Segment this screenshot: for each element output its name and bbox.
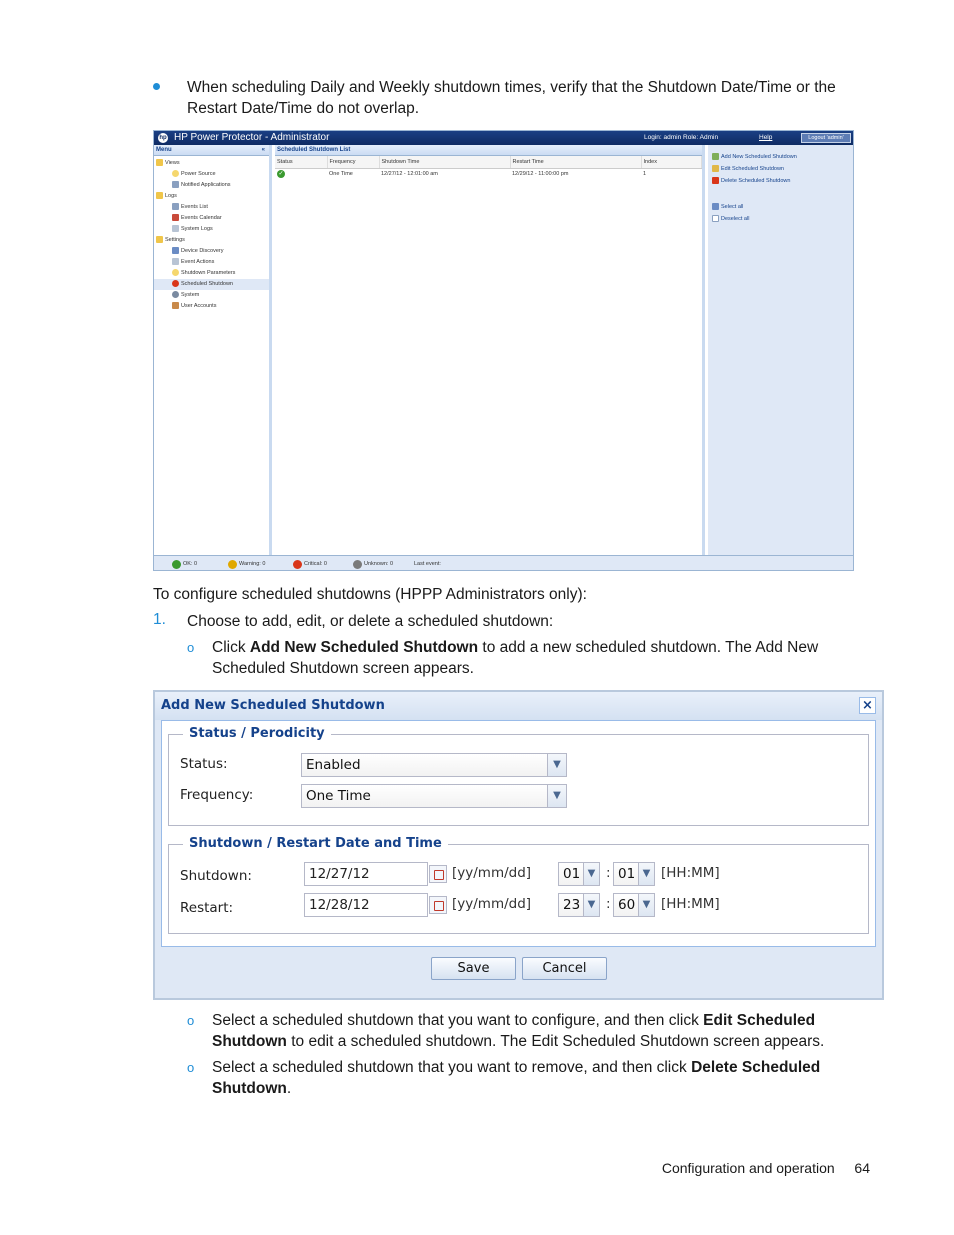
sub-delete-text: Select a scheduled shutdown that you want to remove, and then click Delete Scheduled Shutdown. [212, 1059, 821, 1097]
tree-item-system[interactable]: System [154, 290, 269, 301]
tree-item-scheduled-shutdown[interactable]: Scheduled Shutdown [154, 279, 269, 290]
list-title: Scheduled Shutdown List [275, 145, 702, 156]
status-unknown: Unknown: 0 [353, 559, 393, 570]
tree-item-device-discovery[interactable]: Device Discovery [154, 246, 269, 257]
chevron-down-icon[interactable]: ▼ [547, 785, 566, 807]
unknown-icon [353, 560, 362, 569]
date-time-legend: Shutdown / Restart Date and Time [183, 836, 448, 851]
delete-scheduled-shutdown-term: Delete Scheduled Shutdown [212, 1059, 821, 1097]
footer-section: Configuration and operation [661, 1160, 835, 1176]
time-separator: : [606, 896, 611, 912]
status-bar [154, 555, 853, 571]
footer [662, 1158, 870, 1179]
restart-minute-select[interactable]: 60 ▼ [613, 893, 655, 917]
status-periodicity-legend: Status / Perodicity [183, 726, 331, 741]
tree-item-user-accounts[interactable]: User Accounts [154, 301, 269, 312]
app-titlebar [154, 131, 853, 145]
menu-header [154, 145, 269, 156]
checkbox-empty-icon [712, 215, 719, 222]
edit-scheduled-shutdown-term: Edit Scheduled Shutdown [212, 1012, 816, 1050]
folder-icon [156, 159, 163, 166]
configure-intro: To configure scheduled shutdowns (HPPP Administrators only): [153, 586, 587, 603]
step-text: Choose to add, edit, or delete a scheduled shutdown: [187, 613, 554, 630]
intro-bullet-text: When scheduling Daily and Weekly shutdown times, verify that the Shutdown Date/Time or the Restart Date/Time do not overlap. [187, 79, 836, 117]
status-warning: Warning: 0 [228, 559, 265, 570]
status-critical: Critical: 0 [293, 559, 327, 570]
sub-bullet-marker: o [187, 640, 195, 655]
warning-icon [228, 560, 237, 569]
ok-icon [172, 560, 181, 569]
dialog-body [161, 720, 876, 947]
delete-scheduled-shutdown-link[interactable]: Delete Scheduled Shutdown [712, 175, 851, 187]
delete-icon [712, 177, 719, 184]
add-scheduled-shutdown-dialog [153, 690, 884, 1000]
app-title: HP Power Protector - Administrator [174, 132, 330, 143]
shutdown-label: Shutdown: [180, 868, 252, 884]
dialog-header [155, 692, 882, 720]
frequency-select[interactable]: One Time ▼ [301, 784, 567, 808]
menu-tree [154, 156, 269, 312]
user-icon [172, 302, 179, 309]
save-button[interactable]: Save [431, 957, 516, 980]
row-index: 1 [643, 171, 647, 178]
check-icon: ✓ [278, 171, 284, 178]
select-all-link[interactable]: Select all [712, 201, 851, 213]
row-frequency: One Time [329, 171, 353, 178]
row-shutdown-time: 12/27/12 - 12:01:00 am [381, 171, 438, 178]
row-restart-time: 12/29/12 - 11:00:00 pm [512, 171, 569, 178]
sub-bullet-marker: o [187, 1013, 195, 1028]
bulb-icon [172, 170, 179, 177]
critical-icon [293, 560, 302, 569]
search-icon [172, 247, 179, 254]
logout-button[interactable]: Logout 'admin' [801, 133, 851, 143]
tree-item-logs[interactable]: Logs [154, 191, 269, 202]
chevron-down-icon[interactable]: ▼ [583, 894, 599, 916]
date-time-fieldset [168, 836, 869, 934]
calendar-icon [172, 214, 179, 221]
actions-panel [708, 145, 854, 555]
sub-edit-text: Select a scheduled shutdown that you want to configure, and then click Edit Scheduled Shutdown to edit a scheduled shutdown. The Edit Scheduled Shutdown screen appears. [212, 1012, 825, 1050]
tree-item-notified-applications[interactable]: Notified Applications [154, 180, 269, 191]
shutdown-date-input[interactable]: 12/27/12 [304, 862, 428, 886]
cancel-button[interactable]: Cancel [522, 957, 607, 980]
add-scheduled-shutdown-link[interactable]: Add New Scheduled Shutdown [712, 151, 851, 163]
column-header-restart-time[interactable]: Restart Time [510, 156, 641, 168]
clock-icon [172, 280, 179, 287]
shutdown-time-hint: [HH:MM] [661, 865, 720, 881]
shutdown-date-hint: [yy/mm/dd] [452, 865, 532, 881]
edit-icon [712, 165, 719, 172]
help-link[interactable]: Help [759, 134, 773, 141]
login-info: Login: admin Role: Admin [644, 134, 719, 141]
tree-item-system-logs[interactable]: System Logs [154, 224, 269, 235]
status-last-event: Last event: [414, 561, 441, 567]
chevron-down-icon[interactable]: ▼ [583, 863, 599, 885]
sub-add-text: Click Add New Scheduled Shutdown to add a new scheduled shutdown. The Add New Scheduled Shutdown screen appears. [212, 639, 819, 677]
restart-date-hint: [yy/mm/dd] [452, 896, 532, 912]
add-icon [712, 153, 719, 160]
menu-title: Menu [156, 147, 172, 153]
status-ok: OK: 0 [172, 559, 197, 570]
document-icon [172, 258, 179, 265]
restart-label: Restart: [180, 900, 234, 916]
page-number: 64 [854, 1160, 870, 1176]
list-icon [172, 181, 179, 188]
restart-date-input[interactable]: 12/28/12 [304, 893, 428, 917]
calendar-icon[interactable] [429, 865, 447, 883]
tree-item-power-source[interactable]: Power Source [154, 169, 269, 180]
column-header-frequency[interactable]: Frequency [327, 156, 379, 168]
column-header-shutdown-time[interactable]: Shutdown Time [379, 156, 510, 168]
column-header-status[interactable]: Status [275, 156, 327, 168]
folder-icon [156, 192, 163, 199]
bullet-dot [153, 83, 160, 90]
shutdown-minute-select[interactable]: 01 ▼ [613, 862, 655, 886]
tree-item-event-actions[interactable]: Event Actions [154, 257, 269, 268]
shutdown-table [275, 156, 702, 180]
tree-item-events-calendar[interactable]: Events Calendar [154, 213, 269, 224]
chevron-down-icon[interactable]: ▼ [547, 754, 566, 776]
chevron-down-icon[interactable]: ▼ [638, 894, 654, 916]
add-new-scheduled-shutdown-term: Add New Scheduled Shutdown [249, 639, 479, 656]
edit-scheduled-shutdown-link[interactable]: Edit Scheduled Shutdown [712, 163, 851, 175]
status-periodicity-fieldset [168, 726, 869, 826]
hp-power-protector-screenshot [153, 130, 854, 571]
dialog-title: Add New Scheduled Shutdown [161, 698, 385, 713]
tree-item-views[interactable]: Views [154, 158, 269, 169]
menu-panel [154, 145, 272, 555]
tree-item-settings[interactable]: Settings [154, 235, 269, 246]
status-label: Status: [180, 756, 228, 772]
deselect-all-link[interactable]: Deselect all [712, 213, 851, 225]
checkbox-checked-icon [712, 203, 719, 210]
restart-hour-select[interactable]: 23 ▼ [558, 893, 600, 917]
folder-icon [156, 236, 163, 243]
bulb-icon [172, 269, 179, 276]
shutdown-hour-select[interactable]: 01 ▼ [558, 862, 600, 886]
chevron-down-icon[interactable]: ▼ [638, 863, 654, 885]
tree-item-events-list[interactable]: Events List [154, 202, 269, 213]
calendar-icon[interactable] [429, 896, 447, 914]
status-select[interactable]: Enabled ▼ [301, 753, 567, 777]
table-row[interactable] [275, 168, 702, 180]
step-number: 1. [153, 611, 166, 628]
gear-icon [172, 291, 179, 298]
tree-item-shutdown-parameters[interactable]: Shutdown Parameters [154, 268, 269, 279]
frequency-label: Frequency: [180, 787, 254, 803]
column-header-index[interactable]: Index [641, 156, 702, 168]
restart-time-hint: [HH:MM] [661, 896, 720, 912]
collapse-icon[interactable]: « [261, 147, 265, 153]
list-icon [172, 203, 179, 210]
hp-logo-icon: hp [159, 135, 167, 141]
time-separator: : [606, 865, 611, 881]
sub-bullet-marker: o [187, 1060, 195, 1075]
scheduled-shutdown-list-panel [275, 145, 705, 555]
document-icon [172, 225, 179, 232]
close-icon[interactable]: × [859, 697, 876, 714]
